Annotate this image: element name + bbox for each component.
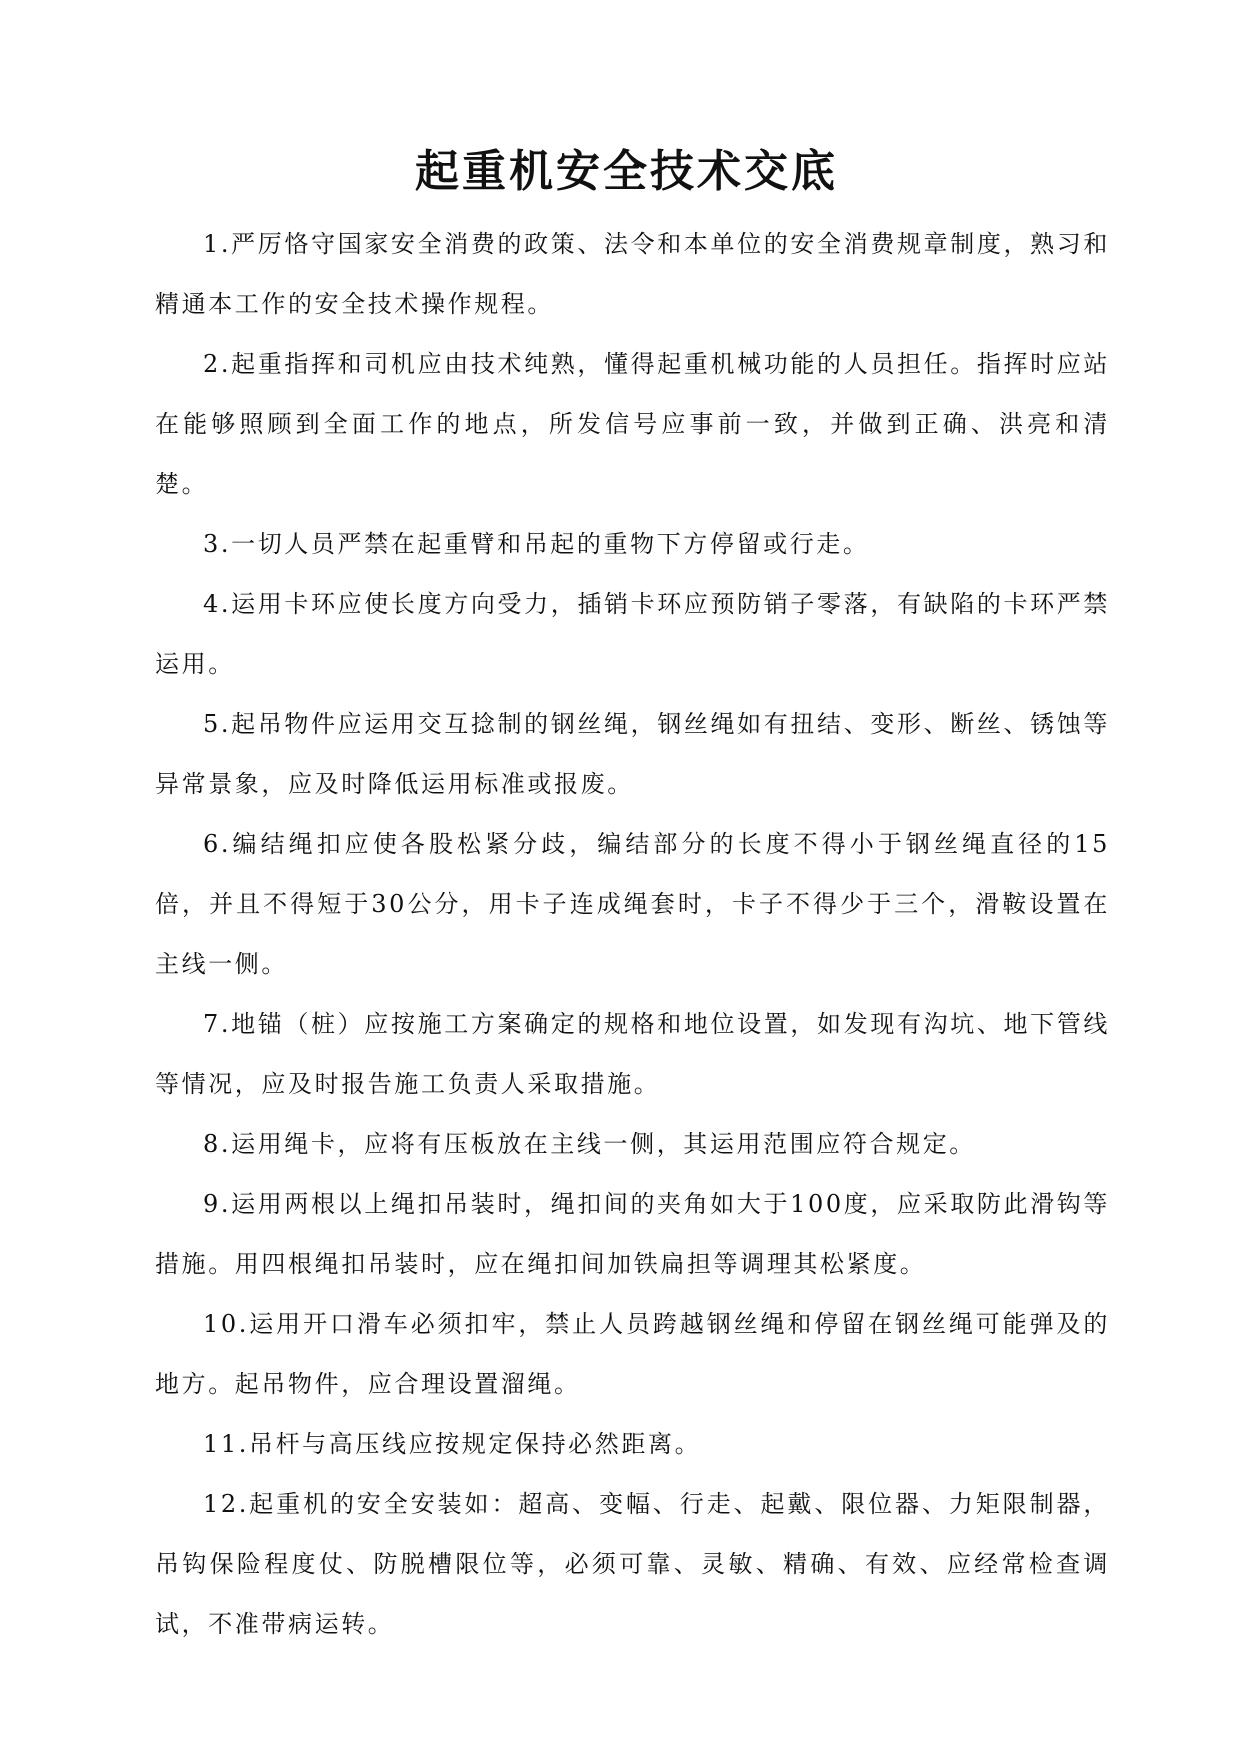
clause-item: 2.起重指挥和司机应由技术纯熟，懂得起重机械功能的人员担任。指挥时应站在能够照顾到全面工作的地点，所发信号应事前一致，并做到正确、洪亮和清楚。 (155, 350, 1110, 498)
clause-item: 7.地锚（桩）应按施工方案确定的规格和地位设置，如发现有沟坑、地下管线等情况，应及时报告施工负责人采取措施。 (155, 1010, 1110, 1098)
clause-item: 1.严厉恪守国家安全消费的政策、法令和本单位的安全消费规章制度，熟习和精通本工作的安全技术操作规程。 (155, 230, 1110, 318)
clause-list (155, 214, 1110, 1654)
clause-item: 3.一切人员严禁在起重臂和吊起的重物下方停留或行走。 (203, 530, 870, 558)
clause-item: 4.运用卡环应使长度方向受力，插销卡环应预防销子零落，有缺陷的卡环严禁运用。 (155, 590, 1110, 678)
clause-item: 12.起重机的安全安装如：超高、变幅、行走、起戴、限位器、力矩限制器，吊钩保险程度仗、防脱槽限位等，必须可靠、灵敏、精确、有效、应经常检查调试，不准带病运转。 (155, 1490, 1110, 1638)
document-title: 起重机安全技术交底 (415, 146, 838, 197)
clause-item: 9.运用两根以上绳扣吊装时，绳扣间的夹角如大于100度，应采取防此滑钩等措施。用四根绳扣吊装时，应在绳扣间加铁扁担等调理其松紧度。 (155, 1190, 1110, 1278)
clause-item: 5.起吊物件应运用交互捻制的钢丝绳，钢丝绳如有扭结、变形、断丝、锈蚀等异常景象，应及时降低运用标准或报废。 (155, 710, 1110, 798)
clause-item: 11.吊杆与高压线应按规定保持必然距离。 (203, 1430, 702, 1458)
clause-item: 8.运用绳卡，应将有压板放在主线一侧，其运用范围应符合规定。 (203, 1130, 976, 1158)
clause-item: 6.编结绳扣应使各股松紧分歧，编结部分的长度不得小于钢丝绳直径的15倍，并且不得短于30公分，用卡子连成绳套时，卡子不得少于三个，滑鞍设置在主线一侧。 (155, 830, 1110, 978)
clause-item: 10.运用开口滑车必须扣牢，禁止人员跨越钢丝绳和停留在钢丝绳可能弹及的地方。起吊物件，应合理设置溜绳。 (155, 1310, 1110, 1398)
